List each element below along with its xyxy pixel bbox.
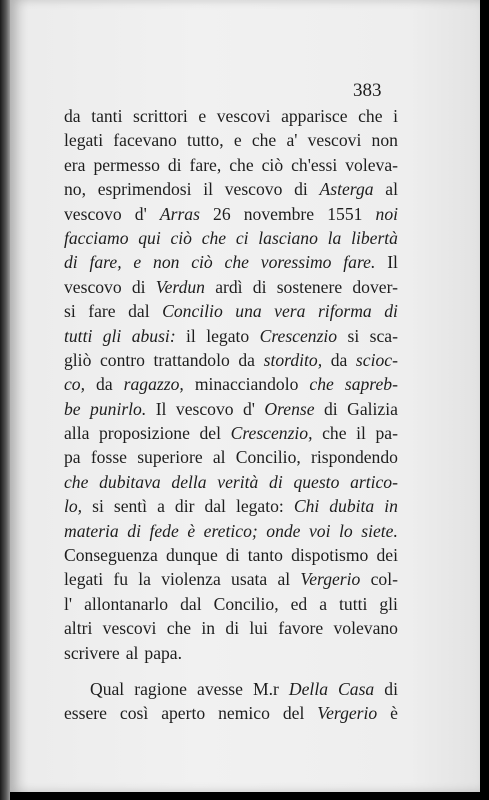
word: fare,	[189, 154, 222, 175]
text-line	[64, 128, 398, 152]
word: ch'essi	[291, 154, 338, 175]
text-line	[64, 470, 398, 494]
word: è	[187, 520, 196, 541]
word: aperto	[161, 703, 206, 724]
word: libertà	[351, 227, 398, 248]
text-line	[64, 641, 398, 665]
word: ragazzo,	[123, 374, 184, 395]
word: esprimendosi	[97, 179, 192, 200]
text-line	[64, 177, 398, 201]
word: Asterga	[319, 179, 374, 200]
text-line	[64, 445, 398, 469]
word: Crescenzio,	[230, 423, 313, 444]
word: Vergerio	[317, 703, 378, 724]
paragraph	[64, 104, 398, 665]
word: proposizione	[99, 423, 190, 444]
word: vescovo	[64, 276, 122, 297]
word: al	[212, 447, 226, 468]
word: ed	[290, 593, 308, 614]
text-line	[64, 616, 398, 640]
word: fare	[88, 301, 116, 322]
word: noi	[375, 203, 398, 224]
word: dispotismo	[291, 545, 369, 566]
text-line	[64, 592, 398, 616]
word: si	[92, 496, 104, 517]
word: usata	[231, 569, 268, 590]
book-gutter	[0, 0, 10, 800]
word: sca-	[369, 325, 398, 346]
word: da	[330, 349, 348, 370]
word: lasciano	[258, 227, 318, 248]
word: di	[64, 252, 78, 273]
word: sostenere	[276, 276, 343, 297]
text-line	[64, 250, 398, 274]
word: fare.	[343, 252, 376, 273]
word: rispondendo	[310, 447, 398, 468]
word: essere	[64, 703, 107, 724]
word: permesso	[93, 154, 160, 175]
word: Il	[155, 398, 167, 419]
text-line	[64, 153, 398, 177]
text-line	[64, 299, 398, 323]
word: legato:	[235, 496, 284, 517]
text-line	[64, 701, 398, 725]
word: dal	[128, 301, 150, 322]
word: da	[64, 106, 81, 126]
word: stordito,	[263, 349, 323, 370]
word: voressimo	[260, 252, 332, 273]
word: si	[347, 325, 360, 346]
word: i	[393, 106, 398, 126]
word: dei	[376, 545, 398, 566]
word: che	[251, 130, 277, 151]
word: di	[225, 618, 240, 639]
word: fu	[113, 569, 128, 590]
word: di	[384, 678, 398, 699]
word: sentì	[113, 496, 148, 517]
word: da	[96, 374, 113, 395]
word: che	[201, 227, 227, 248]
word: non	[371, 130, 398, 151]
word: dal	[204, 496, 226, 517]
text-line	[64, 567, 398, 591]
word: Arras	[159, 203, 200, 224]
word: e	[133, 252, 142, 273]
word: il	[186, 325, 196, 346]
word: vescovo	[64, 203, 122, 224]
word: avesse	[197, 678, 243, 699]
word: allontanarlo	[84, 593, 169, 614]
word: della	[171, 471, 207, 492]
word: a	[319, 593, 328, 614]
word: fede	[149, 520, 179, 541]
word: di	[127, 520, 141, 541]
word: dubita	[329, 496, 375, 517]
word: altri	[64, 618, 93, 639]
word: a	[157, 496, 165, 517]
word: di	[324, 398, 338, 419]
word: vescovi	[307, 130, 362, 151]
word: l'	[64, 593, 73, 614]
word: superiore	[137, 447, 203, 468]
word: qui	[138, 227, 161, 248]
word: scioc-	[355, 349, 398, 370]
word: ciò	[191, 252, 213, 273]
word: Galizia	[347, 398, 398, 419]
word: Chi	[293, 496, 320, 517]
word: col-	[370, 569, 398, 590]
word: Concilio	[162, 301, 223, 322]
word: il	[356, 423, 366, 444]
word: violenza	[161, 569, 221, 590]
word: 1551	[327, 203, 363, 224]
text-line	[64, 275, 398, 299]
word: 26	[213, 203, 231, 224]
word: Vergerio	[300, 569, 361, 590]
word: che	[309, 374, 334, 395]
word: gli	[379, 593, 398, 614]
word: eretico;	[203, 520, 258, 541]
word: onde	[266, 520, 301, 541]
word: ardì	[215, 276, 243, 297]
word: Il	[387, 252, 398, 273]
word: dover-	[352, 276, 398, 297]
word: contro	[99, 349, 145, 370]
word: del	[282, 703, 305, 724]
word: Concilio,	[213, 593, 279, 614]
word: scrittori	[133, 106, 188, 126]
word: che	[224, 252, 249, 273]
word: di	[225, 545, 240, 566]
body-text	[64, 104, 398, 726]
word: in	[384, 496, 398, 517]
word: punirlo.	[90, 398, 147, 419]
word: abusi:	[131, 325, 176, 346]
word: nemico	[218, 703, 270, 724]
word: d'	[242, 398, 255, 419]
word: questo	[293, 471, 340, 492]
word: vescovi	[102, 618, 157, 639]
word: che	[322, 423, 347, 444]
word: tutti	[339, 593, 368, 614]
text-line	[64, 202, 398, 226]
page	[10, 0, 480, 792]
word: lo	[339, 520, 353, 541]
word: tanti	[91, 106, 123, 126]
word: di	[167, 154, 182, 175]
word: Orense	[264, 398, 315, 419]
word: pa-	[375, 423, 398, 444]
word: era	[64, 154, 86, 175]
text-line	[64, 421, 398, 445]
word: siete.	[361, 520, 398, 541]
text-line	[64, 226, 398, 250]
word: una	[235, 301, 262, 322]
word: Qual	[90, 678, 125, 699]
text-line	[64, 397, 398, 421]
word: favore	[278, 618, 324, 639]
word: è	[390, 703, 398, 724]
text-line	[64, 372, 398, 396]
word: M.r	[252, 678, 279, 699]
word: al	[385, 179, 398, 200]
word: di	[269, 471, 283, 492]
word: pa	[64, 447, 81, 468]
word: ciò	[261, 154, 284, 175]
word: al	[125, 642, 139, 663]
word: vescovi	[216, 106, 271, 126]
text-line	[64, 543, 398, 567]
word: tutto,	[186, 130, 224, 151]
word: dal	[180, 593, 202, 614]
word: tutti	[64, 325, 93, 346]
word: a'	[286, 130, 298, 151]
word: tanto	[247, 545, 283, 566]
word: che	[166, 618, 192, 639]
paragraph	[64, 677, 398, 726]
word: il	[203, 179, 214, 200]
word: di	[252, 276, 267, 297]
text-line	[64, 348, 398, 372]
word: co,	[64, 374, 86, 395]
word: vescovo	[175, 398, 234, 419]
word: be	[64, 398, 81, 419]
word: così	[119, 703, 149, 724]
word: la	[138, 569, 151, 590]
word: Conseguenza	[64, 545, 158, 566]
word: trattandolo	[153, 349, 230, 370]
word: legato	[206, 325, 250, 346]
word: verità	[217, 471, 259, 492]
text-line	[64, 519, 398, 543]
word: materia	[64, 520, 119, 541]
text-line	[64, 324, 398, 348]
word: voi	[309, 520, 331, 541]
text-line	[64, 494, 398, 518]
word: la	[327, 227, 342, 248]
word: facevano	[113, 130, 177, 151]
word: minacciandolo	[194, 374, 299, 395]
word: no,	[64, 179, 86, 200]
word: che	[229, 154, 254, 175]
word: che	[358, 106, 383, 126]
word: d'	[134, 203, 147, 224]
word: Verdun	[155, 276, 205, 297]
word: fosse	[90, 447, 127, 468]
word: fare,	[89, 252, 122, 273]
word: e	[233, 130, 242, 151]
word: al	[277, 569, 291, 590]
word: papa.	[144, 642, 183, 663]
word: alla	[64, 423, 90, 444]
word: voleva-	[345, 154, 398, 175]
word: dubitava	[99, 471, 161, 492]
word: gliò	[64, 349, 92, 370]
word: vera	[274, 301, 306, 322]
word: di	[384, 301, 398, 322]
word: che	[64, 471, 89, 492]
word: legati	[64, 130, 104, 151]
word: gli	[102, 325, 122, 346]
word: si	[64, 301, 76, 322]
text-line	[64, 677, 398, 701]
word: ciò	[170, 227, 192, 248]
word: Della	[288, 678, 329, 699]
page-number: 383	[353, 80, 382, 101]
word: sapreb-	[344, 374, 398, 395]
word: novembre	[243, 203, 315, 224]
word: scrivere	[64, 642, 120, 663]
word: riforma	[317, 301, 372, 322]
word: di	[131, 276, 146, 297]
word: Casa	[338, 678, 375, 699]
word: lui	[249, 618, 268, 639]
word: legati	[64, 569, 104, 590]
word: volevano	[333, 618, 398, 639]
word: di	[294, 179, 308, 200]
word: artico-	[350, 471, 398, 492]
word: ragione	[134, 678, 187, 699]
word: vescovo	[224, 179, 283, 200]
word: del	[199, 423, 221, 444]
word: Concilio,	[235, 447, 301, 468]
word: dir	[174, 496, 195, 517]
word: facciamo	[64, 227, 129, 248]
word: dunque	[165, 545, 218, 566]
word: in	[201, 618, 216, 639]
word: ci	[235, 227, 249, 248]
word: da	[238, 349, 255, 370]
word: apparisce	[281, 106, 348, 126]
text-line	[64, 104, 398, 128]
word: lo,	[64, 496, 83, 517]
word: Crescenzio	[259, 325, 338, 346]
word: non	[153, 252, 180, 273]
word: e	[198, 106, 207, 126]
